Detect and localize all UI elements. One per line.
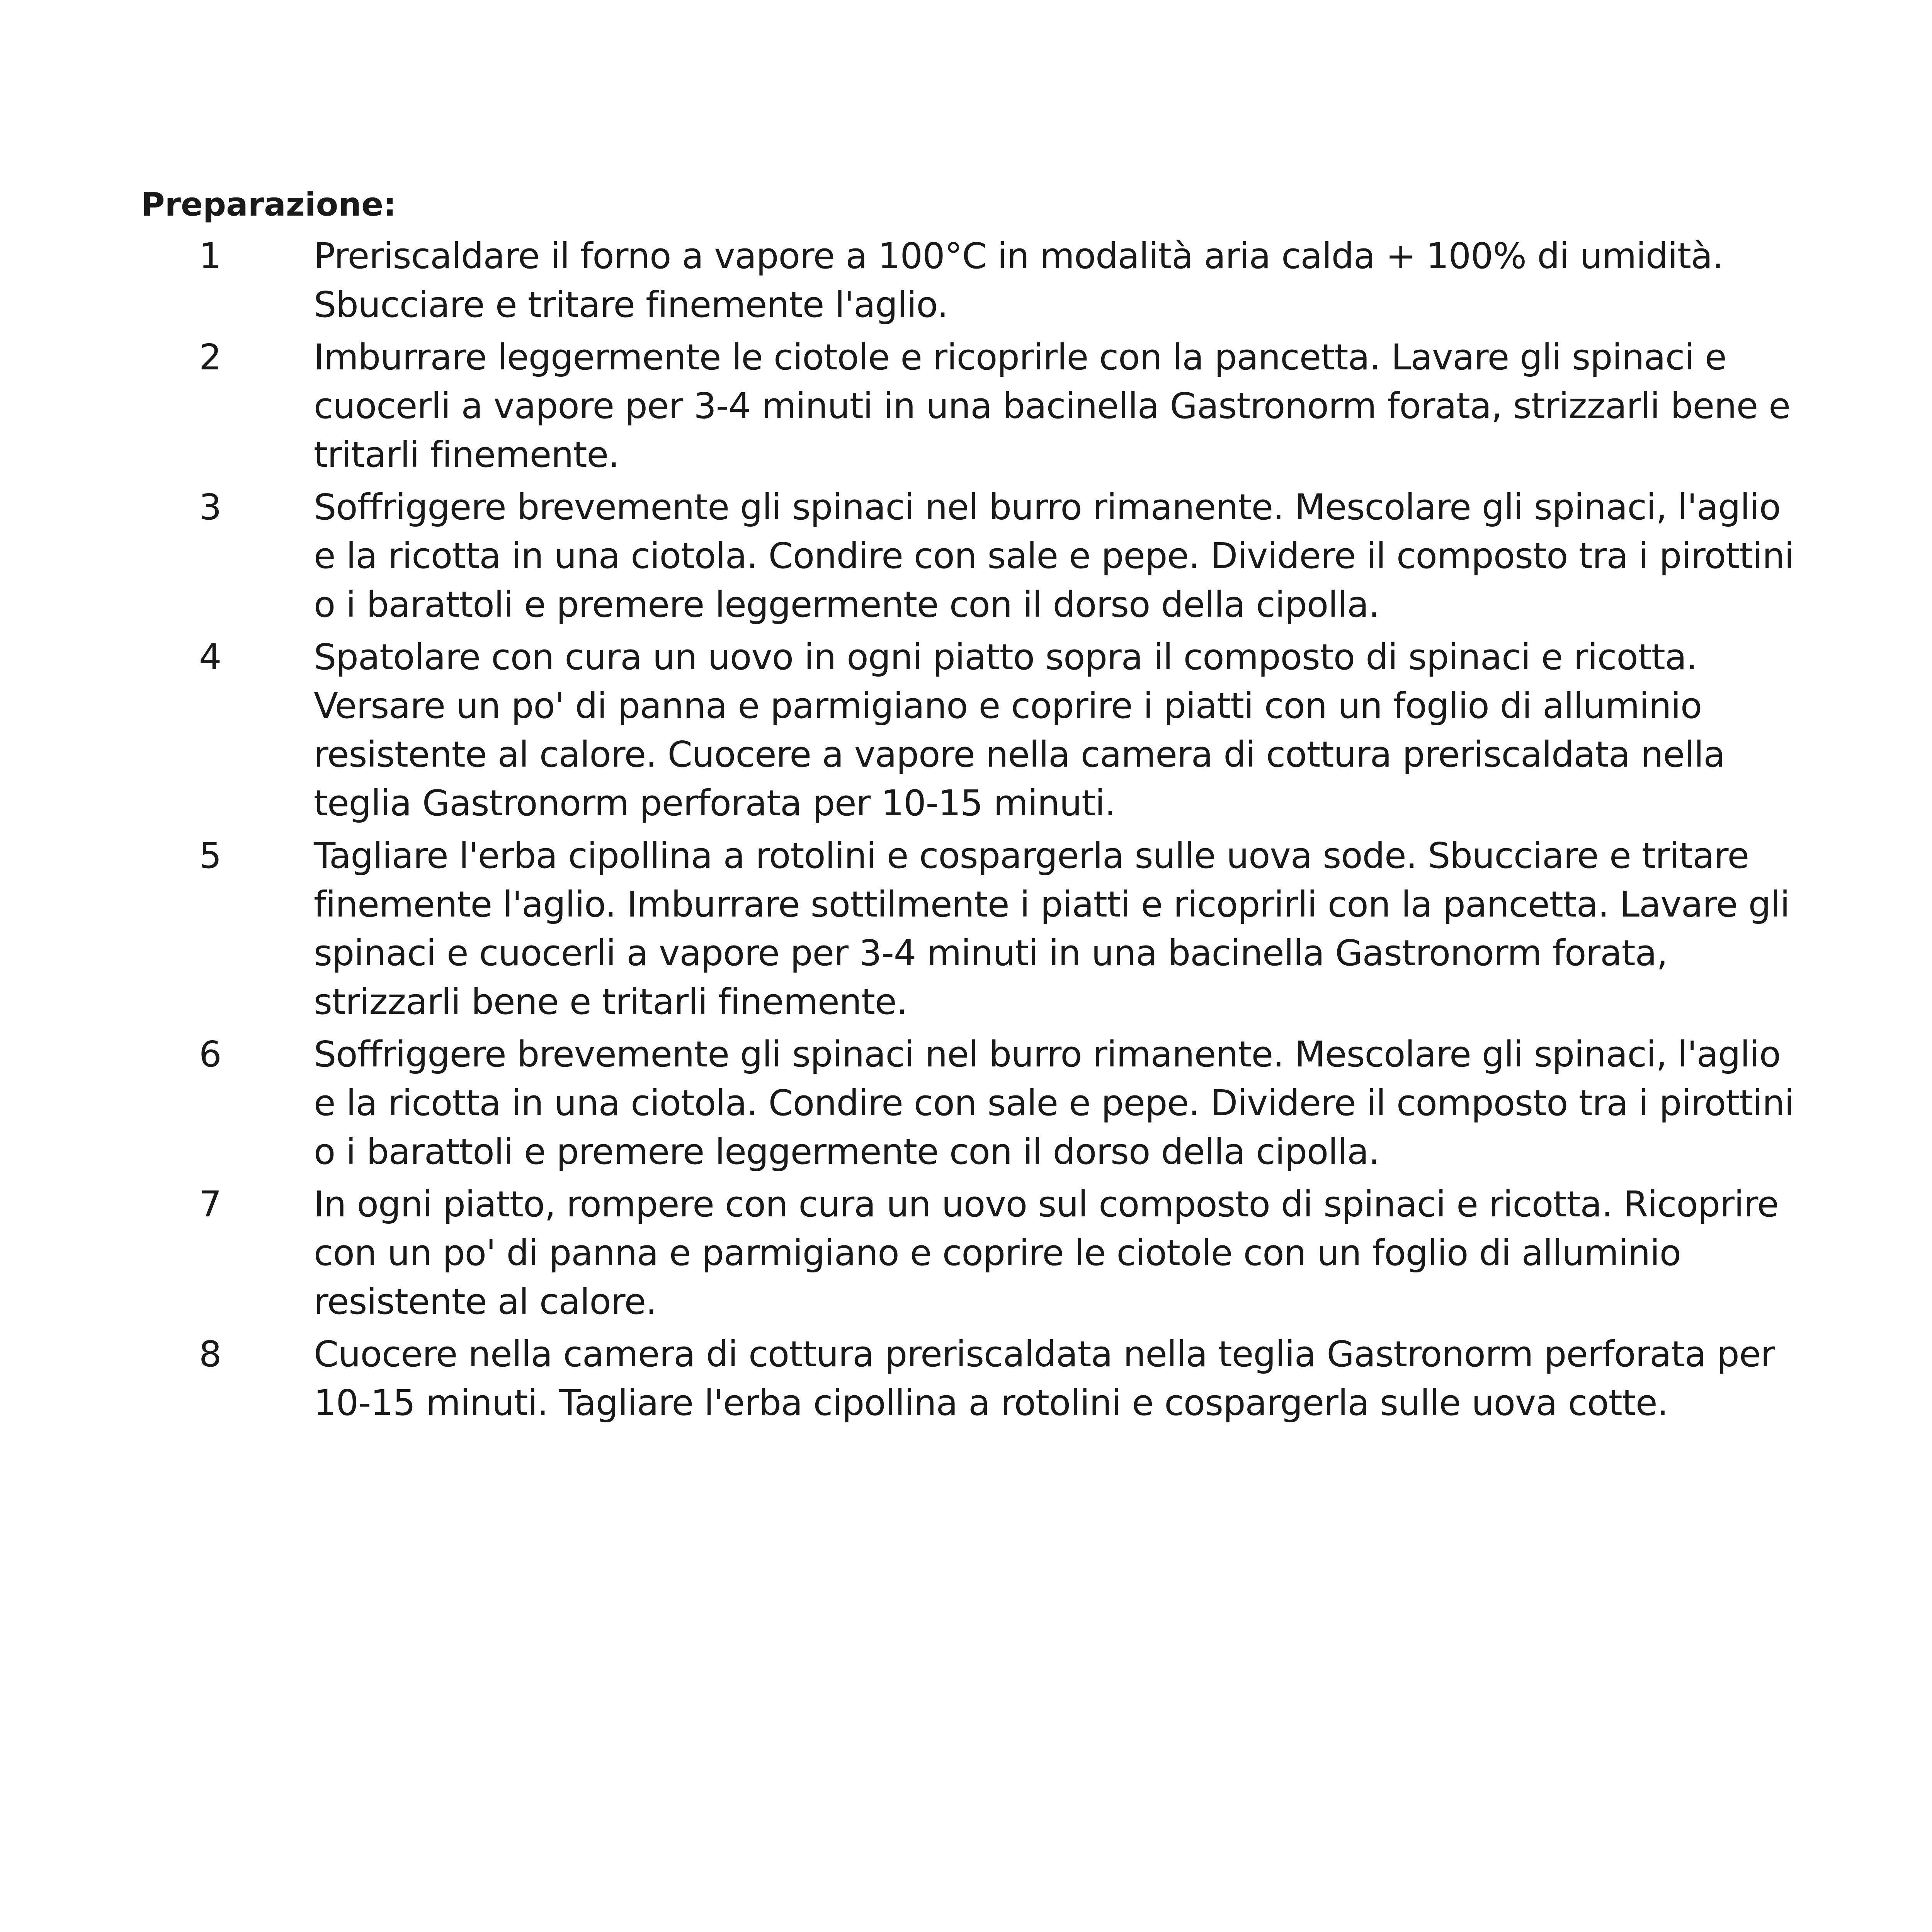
- step-item: [0, 232, 1932, 329]
- step-item: [0, 1330, 1932, 1427]
- step-number: 5: [199, 835, 222, 876]
- step-number: 6: [199, 1034, 222, 1075]
- step-text: Cuocere nella camera di cottura preriscaldata nella teglia Gastronorm perforata per 10-15 minuti. Tagliare l'erba cipollina a rotolini e cospargerla sulle uova cotte.: [314, 1333, 1775, 1423]
- step-item: [0, 333, 1932, 479]
- step-item: [0, 483, 1932, 629]
- step-number: 4: [199, 636, 222, 678]
- step-text: Preriscaldare il forno a vapore a 100°C in modalità aria calda + 100% di umidità. Sbucciare e tritare finemente l'aglio.: [314, 235, 1723, 325]
- step-item: [0, 832, 1932, 1026]
- steps-list: [0, 232, 1932, 1431]
- step-text: Soffriggere brevemente gli spinaci nel burro rimanente. Mescolare gli spinaci, l'aglio e la ricotta in una ciotola. Condire con sale e pepe. Dividere il composto tra i pirottini o i barattoli e premere leggermente con il dorso della cipolla.: [314, 1034, 1794, 1172]
- step-text: Soffriggere brevemente gli spinaci nel burro rimanente. Mescolare gli spinaci, l'aglio e la ricotta in una ciotola. Condire con sale e pepe. Dividere il composto tra i pirottini o i barattoli e premere leggermente con il dorso della cipolla.: [314, 486, 1794, 625]
- step-number: 7: [199, 1184, 222, 1225]
- step-item: [0, 633, 1932, 828]
- step-number: 3: [199, 486, 222, 528]
- step-text: In ogni piatto, rompere con cura un uovo sul composto di spinaci e ricotta. Ricoprire con un po' di panna e parmigiano e coprire le ciotole con un foglio di alluminio resistente al calore.: [314, 1184, 1779, 1322]
- step-text: Spatolare con cura un uovo in ogni piatto sopra il composto di spinaci e ricotta. Versare un po' di panna e parmigiano e coprire i piatti con un foglio di alluminio resistente al calore. Cuocere a vapore nella camera di cottura preriscaldata nella teglia Gastronorm perforata per 10-15 minuti.: [314, 636, 1725, 824]
- step-number: 8: [199, 1333, 222, 1375]
- step-item: [0, 1180, 1932, 1326]
- step-text: Tagliare l'erba cipollina a rotolini e cospargerla sulle uova sode. Sbucciare e tritare finemente l'aglio. Imburrare sottilmente i piatti e ricoprirli con la pancetta. Lavare gli spinaci e cuocerli a vapore per 3-4 minuti in una bacinella Gastronorm forata, strizzarli bene e tritarli finemente.: [314, 835, 1790, 1022]
- step-item: [0, 1030, 1932, 1176]
- section-heading: Preparazione:: [141, 185, 396, 223]
- step-number: 2: [199, 337, 222, 378]
- step-number: 1: [199, 235, 222, 277]
- step-text: Imburrare leggermente le ciotole e ricoprirle con la pancetta. Lavare gli spinaci e cuocerli a vapore per 3-4 minuti in una bacinella Gastronorm forata, strizzarli bene e tritarli finemente.: [314, 337, 1791, 475]
